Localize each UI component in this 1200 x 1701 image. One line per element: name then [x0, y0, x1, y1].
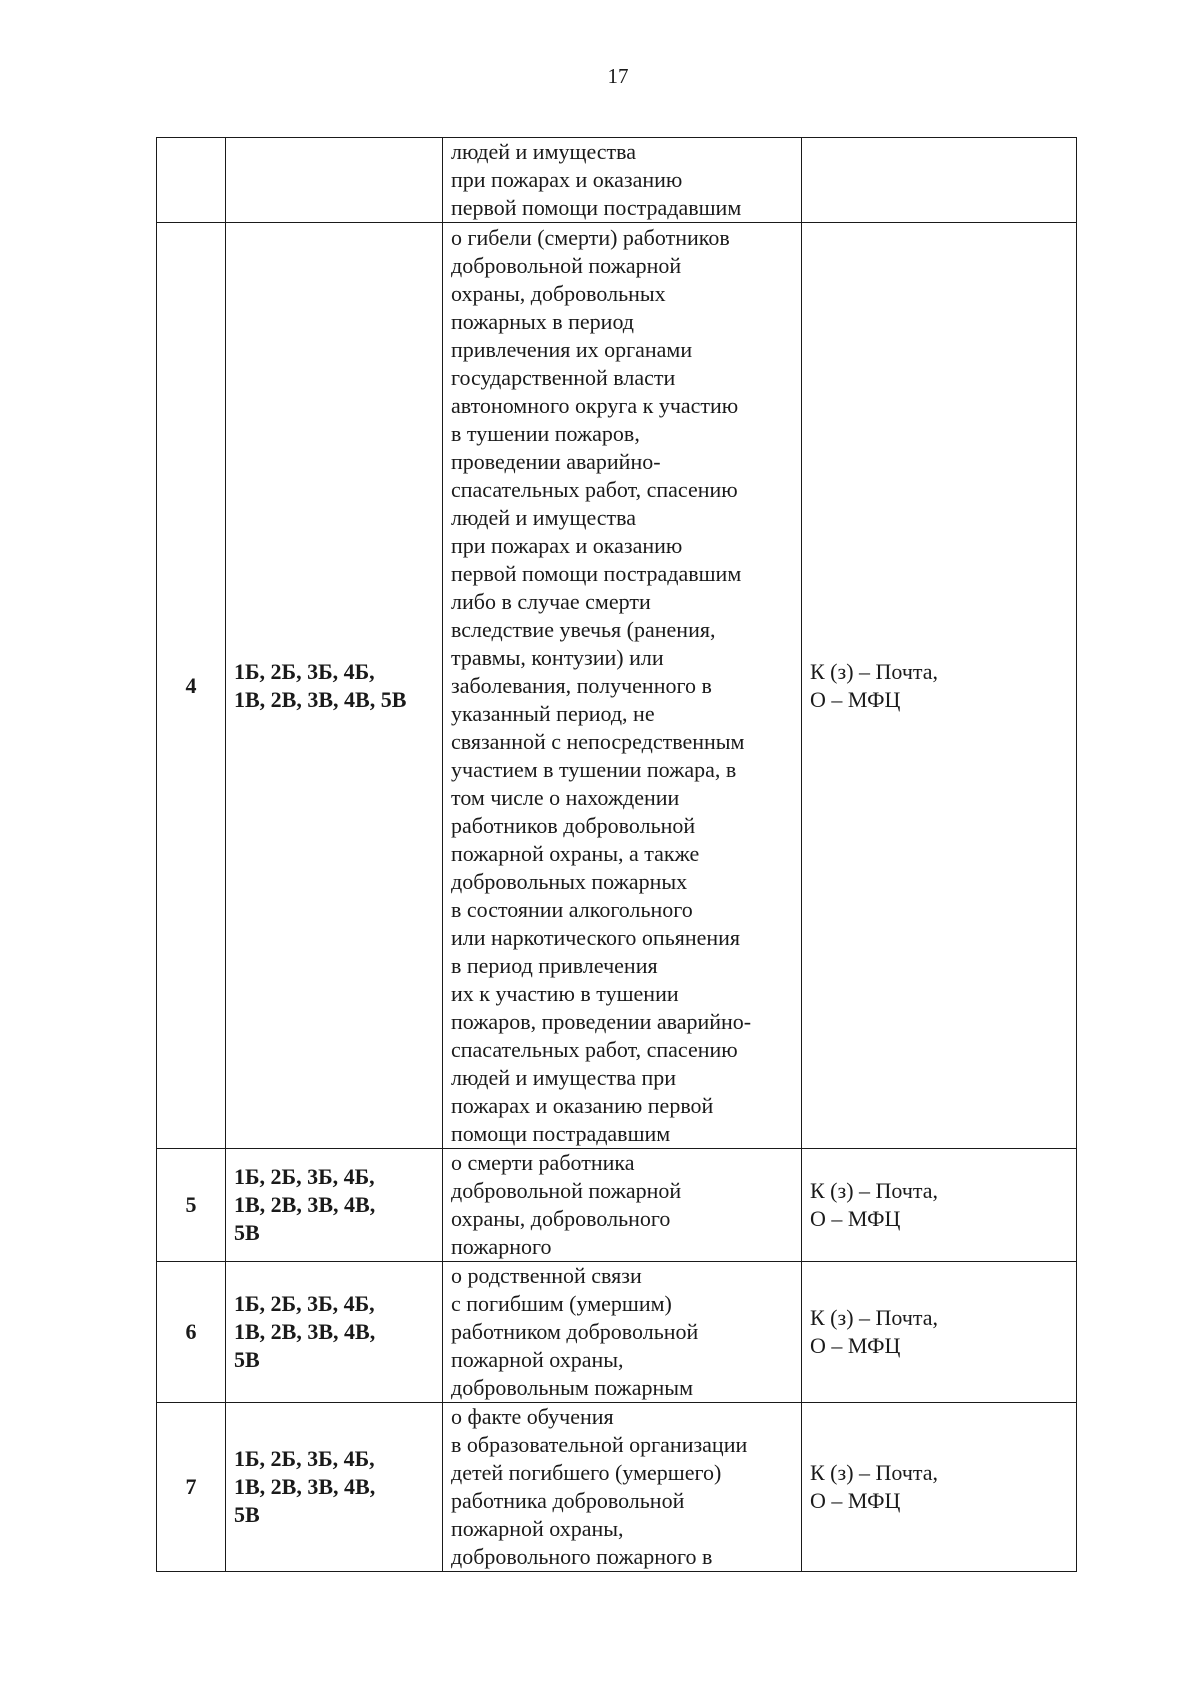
table-row	[157, 1262, 1077, 1403]
note-line: К (з) – Почта,	[810, 1460, 939, 1485]
description-line: связанной с непосредственным	[451, 728, 745, 754]
description-line: работника добровольной	[451, 1488, 685, 1513]
description-line: в состоянии алкогольного	[451, 896, 693, 922]
description-line: о смерти работника	[451, 1150, 635, 1175]
description-line: пожарных в период	[451, 308, 635, 334]
row-categories	[226, 1149, 443, 1262]
note-line: О – МФЦ	[810, 686, 901, 712]
row-description	[443, 138, 802, 223]
description-line: пожарной охраны,	[451, 1347, 624, 1372]
description-line: привлечения их органами	[451, 336, 693, 362]
description-line: спасательных работ, спасению	[451, 476, 738, 502]
description-line: пожарах и оказанию первой	[451, 1092, 714, 1118]
description-line: работником добровольной	[451, 1319, 699, 1344]
category-line: 1В, 2В, 3В, 4В,	[234, 1474, 376, 1499]
documents-table	[156, 137, 1077, 1572]
table-row	[157, 138, 1077, 223]
row-notes	[802, 138, 1077, 223]
description-line: при пожарах и оказанию	[451, 532, 683, 558]
row-description	[443, 223, 802, 1149]
row-categories	[226, 1403, 443, 1572]
description-line: добровольного пожарного в	[451, 1544, 713, 1569]
category-line: 1Б, 2Б, 3Б, 4Б,	[234, 1291, 375, 1316]
description-line: их к участию в тушении	[451, 980, 679, 1006]
category-line: 1В, 2В, 3В, 4В, 5В	[234, 686, 407, 712]
description-line: том числе о нахождении	[451, 784, 680, 810]
note-line: К (з) – Почта,	[810, 1305, 939, 1330]
row-number: 6	[157, 1262, 226, 1403]
row-number: 7	[157, 1403, 226, 1572]
note-line: К (з) – Почта,	[810, 658, 939, 684]
row-notes	[802, 1262, 1077, 1403]
description-line: добровольной пожарной	[451, 252, 682, 278]
description-line: в период привлечения	[451, 952, 658, 978]
description-line: в образовательной организации	[451, 1432, 748, 1457]
description-line: детей погибшего (умершего)	[451, 1460, 722, 1485]
note-line: О – МФЦ	[810, 1333, 901, 1358]
description-line: о гибели (смерти) работников	[451, 224, 730, 250]
category-line: 1В, 2В, 3В, 4В,	[234, 1192, 376, 1217]
description-line: проведении аварийно-	[451, 448, 661, 474]
description-line: пожарной охраны,	[451, 1516, 624, 1541]
row-categories	[226, 138, 443, 223]
description-line: либо в случае смерти	[451, 588, 651, 614]
row-notes	[802, 1403, 1077, 1572]
description-line: участием в тушении пожара, в	[451, 756, 737, 782]
note-line: О – МФЦ	[810, 1206, 901, 1231]
description-line: заболевания, полученного в	[451, 672, 712, 698]
description-line: людей и имущества	[451, 139, 636, 164]
row-description	[443, 1149, 802, 1262]
description-line: спасательных работ, спасению	[451, 1036, 738, 1062]
description-line: травмы, контузии) или	[451, 644, 664, 670]
description-line: пожарной охраны, а также	[451, 840, 700, 866]
row-notes	[802, 223, 1077, 1149]
row-categories	[226, 223, 443, 1149]
note-line: К (з) – Почта,	[810, 1178, 939, 1203]
description-line: добровольной пожарной	[451, 1178, 682, 1203]
table-row	[157, 223, 1077, 1149]
description-line: добровольным пожарным	[451, 1375, 693, 1400]
description-line: людей и имущества	[451, 504, 636, 530]
description-line: первой помощи пострадавшим	[451, 560, 742, 586]
note-line: О – МФЦ	[810, 1488, 901, 1513]
row-notes	[802, 1149, 1077, 1262]
description-line: охраны, добровольных	[451, 280, 666, 306]
category-line: 5В	[234, 1347, 260, 1372]
description-line: в тушении пожаров,	[451, 420, 640, 446]
category-line: 1Б, 2Б, 3Б, 4Б,	[234, 1446, 375, 1471]
category-line: 1Б, 2Б, 3Б, 4Б,	[234, 658, 375, 684]
description-line: о факте обучения	[451, 1404, 614, 1429]
description-line: при пожарах и оказанию	[451, 167, 683, 192]
description-line: пожаров, проведении аварийно-	[451, 1008, 752, 1034]
description-line: первой помощи пострадавшим	[451, 195, 742, 220]
category-line: 5В	[234, 1502, 260, 1527]
description-line: или наркотического опьянения	[451, 924, 741, 950]
category-line: 1Б, 2Б, 3Б, 4Б,	[234, 1164, 375, 1189]
row-categories	[226, 1262, 443, 1403]
description-line: автономного округа к участию	[451, 392, 739, 418]
description-line: работников добровольной	[451, 812, 696, 838]
table-row	[157, 1403, 1077, 1572]
category-line: 1В, 2В, 3В, 4В,	[234, 1319, 376, 1344]
row-description	[443, 1403, 802, 1572]
description-line: добровольных пожарных	[451, 868, 688, 894]
row-description	[443, 1262, 802, 1403]
description-line: государственной власти	[451, 364, 676, 390]
row-number: 4	[157, 223, 226, 1149]
description-line: указанный период, не	[451, 700, 655, 726]
description-line: охраны, добровольного	[451, 1206, 671, 1231]
row-number: 5	[157, 1149, 226, 1262]
table-row	[157, 1149, 1077, 1262]
description-line: вследствие увечья (ранения,	[451, 616, 716, 642]
description-line: помощи пострадавшим	[451, 1120, 671, 1146]
description-line: о родственной связи	[451, 1263, 642, 1288]
category-line: 5В	[234, 1220, 260, 1245]
description-line: с погибшим (умершим)	[451, 1291, 672, 1316]
description-line: пожарного	[451, 1234, 552, 1259]
page-number: 17	[607, 64, 629, 88]
row-number	[157, 138, 226, 223]
description-line: людей и имущества при	[451, 1064, 677, 1090]
